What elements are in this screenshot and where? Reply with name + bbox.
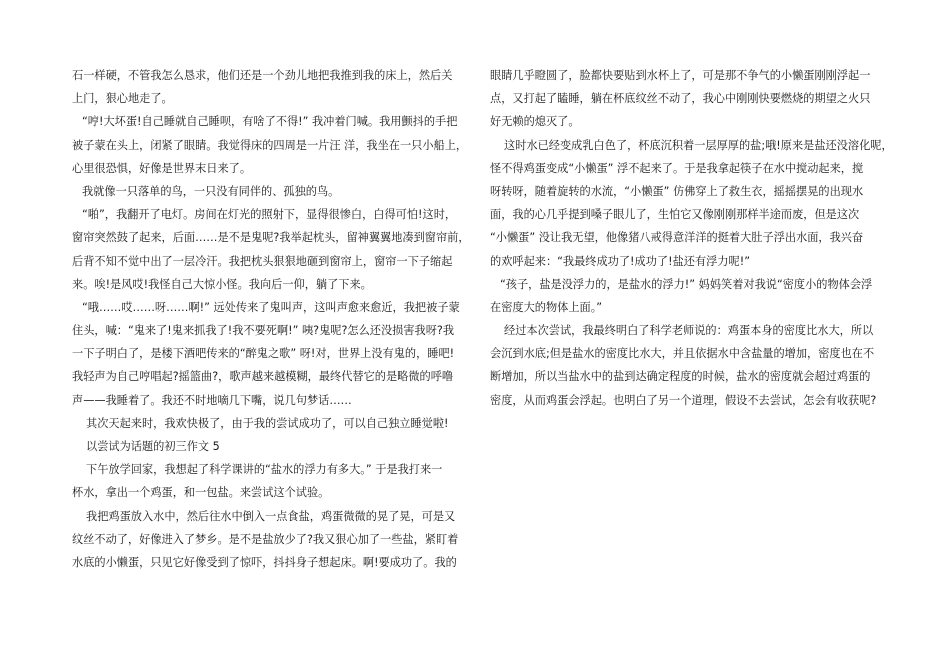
text-line: 眼睛几乎瞪圆了，脸都快要贴到水杯上了，可是那不争气的小懒蛋刚刚浮起一: [490, 69, 871, 82]
text-line: 面，我的心几乎提到嗓子眼儿了，生怕它又像刚刚那样半途而废，但是这次: [490, 208, 860, 222]
text-line: 纹丝不动了，好像进入了梦乡。是不是盐放少了?我又狠心加了一些盐，紧盯着: [72, 532, 459, 546]
text-line: 住头，喊：“鬼来了!鬼来抓我了!我不要死啊!” 咦?鬼呢?怎么还没损害我呀?我: [72, 324, 455, 338]
text-line: 心里很恐惧，好像是世界末日来了。: [72, 161, 252, 175]
text-line: 会沉到水底;但是盐水的密度比水大，并且依据水中含盐量的增加，密度也在不: [490, 347, 875, 361]
section-heading: 以尝试为话题的初三作文 5: [86, 440, 220, 453]
left-column: [72, 64, 470, 574]
text-line: 声——我睡着了。我还不时地嘀几下嘴，说几句梦话……: [72, 393, 352, 407]
text-line: 呀转呀，随着旋转的水流，“小懒蛋” 仿佛穿上了救生衣，摇摇摆晃的出现水: [490, 184, 864, 198]
text-line: 好无赖的熄灭了。: [490, 115, 580, 129]
text-line: 上门，狠心地走了。: [72, 92, 173, 106]
text-line: 水底的小懒蛋，只见它好像受到了惊吓，抖抖身子想起床。啊!要成功了。我的: [72, 555, 457, 569]
text-line: 我轻声为自己哼唱起?摇篮曲?，歌声越来越模糊，最终代替它的是略微的呼噜: [72, 370, 454, 384]
text-line: “哼!大坏蛋!自己睡就自己睡呗，有啥了不得!” 我冲着门喊。我用颤抖的手把: [82, 115, 458, 129]
text-line: 经过本次尝试，我最终明白了科学老师说的：鸡蛋本身的密度比水大，所以: [504, 324, 874, 338]
text-line: 的欢呼起来：“我最终成功了!成功了!盐还有浮力呢!”: [490, 254, 750, 268]
text-line: 我把鸡蛋放入水中，然后往水中倒入一点食盐，鸡蛋微微的晃了晃，可是又: [86, 509, 456, 523]
text-line: “小懒蛋” 没让我无望，他像猪八戒得意洋洋的挺着大肚子浮出水面，我兴奋: [490, 231, 864, 245]
text-line: 后背不知不觉中出了一层冷汗。我把枕头狠狠地砸到窗帘上，窗帘一下子缩起: [72, 254, 453, 268]
text-line: “啪”，我翻开了电灯。房间在灯光的照射下，显得很惨白，白得可怕!这时，: [82, 208, 457, 222]
text-line: 怪不得鸡蛋变成“小懒蛋” 浮不起来了。于是我拿起筷子在水中搅动起来，搅: [490, 161, 864, 175]
text-line: 被子蒙在头上，闭紧了眼睛。我觉得床的四周是一片汪 洋，我坐在一只小船上，: [72, 138, 468, 152]
text-line: 断增加，所以当盐水中的盐到达确定程度的时候，盐水的密度就会超过鸡蛋的: [490, 370, 871, 384]
text-line: 来。唉!是风哎!我怪自己大惊小怪。我向后一仰，躺了下来。: [72, 277, 372, 291]
text-line: 下午放学回家，我想起了科学课讲的“盐水的浮力有多大。” 于是我打来一: [86, 463, 443, 477]
right-column: [490, 64, 893, 412]
text-line: 石一样硬，不管我怎么恳求，他们还是一个劲儿地把我推到我的床上，然后关: [72, 69, 453, 82]
text-line: 我就像一只落单的鸟，一只没有同伴的、孤独的鸟。: [82, 184, 340, 198]
text-line: 这时水已经变成乳白色了，杯底沉积着一层厚厚的盐;哦!原来是盐还没溶化呢，: [504, 138, 893, 152]
text-line: 密度，从而鸡蛋会浮起。也明白了另一个道理，假设不去尝试，怎会有收获呢?: [490, 393, 877, 407]
text-line: 其次天起来时，我欢快极了，由于我的尝试成功了，可以自己独立睡觉啦!: [86, 416, 449, 430]
text-line: “哦……哎……呀……啊!” 远处传来了鬼叫声，这叫声愈来愈近，我把被子蒙: [82, 300, 460, 314]
text-line: 点，又打起了瞌睡，躺在杯底纹丝不动了，我心中刚刚快要燃烧的期望之火只: [490, 92, 871, 106]
text-line: “孩子，盐是没浮力的，是盐水的浮力!” 妈妈笑着对我说“密度小的物体会浮: [500, 277, 873, 291]
text-line: 一下子明白了，是楼下酒吧传来的“醉鬼之歌” 呀!对，世界上没有鬼的，睡吧!: [72, 347, 455, 361]
text-line: 窗帘突然鼓了起来，后面……是不是鬼呢?我举起枕头，留神翼翼地凑到窗帘前，: [72, 231, 470, 245]
text-line: 在密度大的物体上面。”: [490, 300, 603, 314]
text-line: 杯水，拿出一个鸡蛋，和一包盐。来尝试这个试验。: [72, 486, 330, 500]
